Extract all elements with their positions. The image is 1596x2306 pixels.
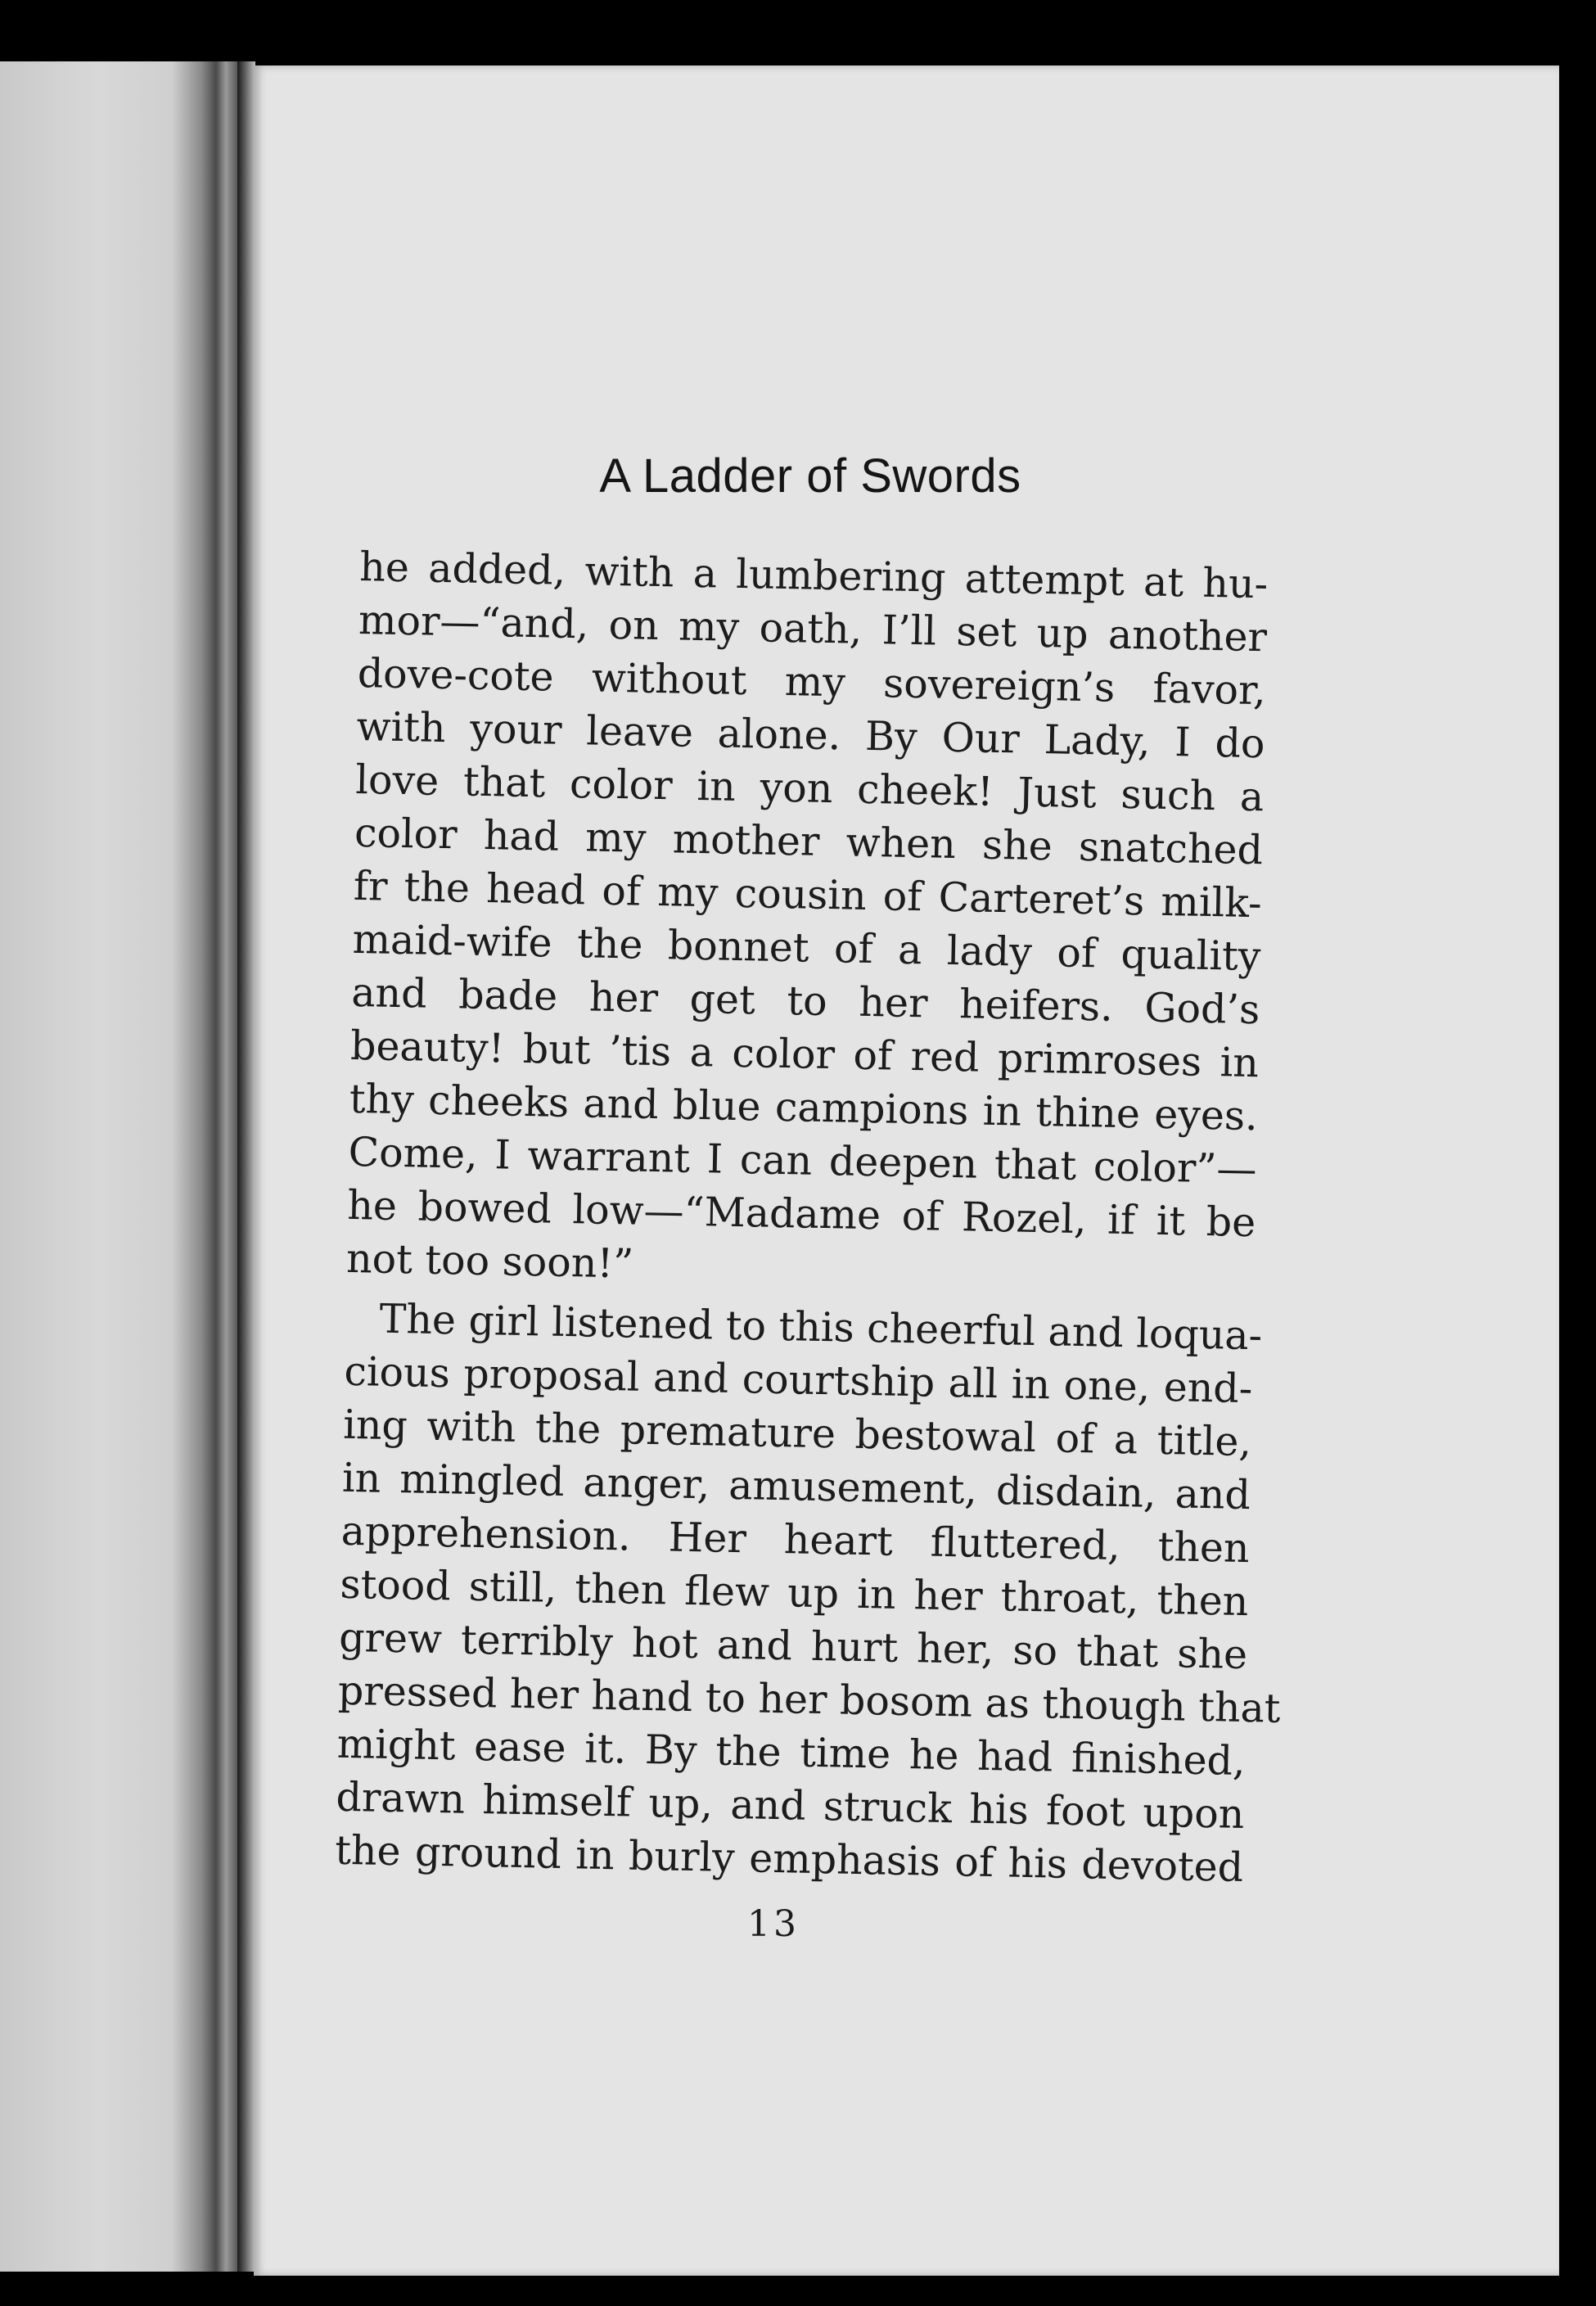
book-page bbox=[254, 65, 1559, 2276]
text-line: ing with the premature bestowal of a title, bbox=[342, 1401, 1252, 1466]
text-line: mor—“and, on my oath, I’ll set up another bbox=[358, 596, 1268, 661]
text-line: pressed her hand to her bosom as though that bbox=[337, 1667, 1281, 1732]
running-head: A Ladder of Swords bbox=[599, 449, 1021, 503]
text-line: apprehension. Her heart fluttered, then bbox=[340, 1507, 1251, 1573]
text-line: The girl listened to this cheerful and loqua- bbox=[379, 1295, 1263, 1360]
paragraph-1 bbox=[346, 540, 1269, 1302]
text-line: he added, with a lumbering attempt at hu- bbox=[358, 543, 1269, 608]
text-line: Come, I warrant I can deepen that color”— bbox=[348, 1128, 1257, 1194]
text-line: with your leave alone. By Our Lady, I do bbox=[356, 702, 1265, 768]
text-line: not too soon!” bbox=[345, 1234, 634, 1288]
text-line: stood still, then flew up in her throat, then bbox=[339, 1560, 1249, 1626]
text-line: cious proposal and courtship all in one, end- bbox=[343, 1347, 1253, 1413]
text-line: color had my mother when she snatched bbox=[354, 809, 1264, 874]
text-line: drawn himself up, and struck his foot upon bbox=[335, 1773, 1245, 1839]
left-page-edge bbox=[0, 61, 246, 2272]
paragraph-2 bbox=[334, 1292, 1281, 1894]
page-number: 13 bbox=[747, 1903, 800, 1945]
text-line: fr the head of my cousin of Carteret’s milk- bbox=[353, 862, 1263, 927]
text-line: maid-wife the bonnet of a lady of quality bbox=[352, 915, 1261, 981]
text-line: he bowed low—“Madame of Rozel, if it be bbox=[346, 1181, 1256, 1247]
text-line: and bade her get to her heifers. God’s bbox=[350, 968, 1260, 1034]
book-gutter bbox=[237, 61, 255, 2272]
text-line: the ground in burly emphasis of his devoted bbox=[334, 1826, 1244, 1892]
text-line: in mingled anger, amusement, disdain, and bbox=[341, 1454, 1251, 1519]
text-line: thy cheeks and blue campions in thine eyes. bbox=[349, 1075, 1259, 1140]
text-line: grew terribly hot and hurt her, so that she bbox=[338, 1613, 1248, 1679]
text-line: beauty! but ’tis a color of red primroses in bbox=[349, 1022, 1260, 1087]
text-line: love that color in yon cheek! Just such a bbox=[354, 756, 1265, 821]
body-text bbox=[334, 540, 1281, 1894]
text-line: might ease it. By the time he had finished, bbox=[336, 1720, 1247, 1785]
text-line: dove-cote without my sovereign’s favor, bbox=[357, 649, 1267, 715]
